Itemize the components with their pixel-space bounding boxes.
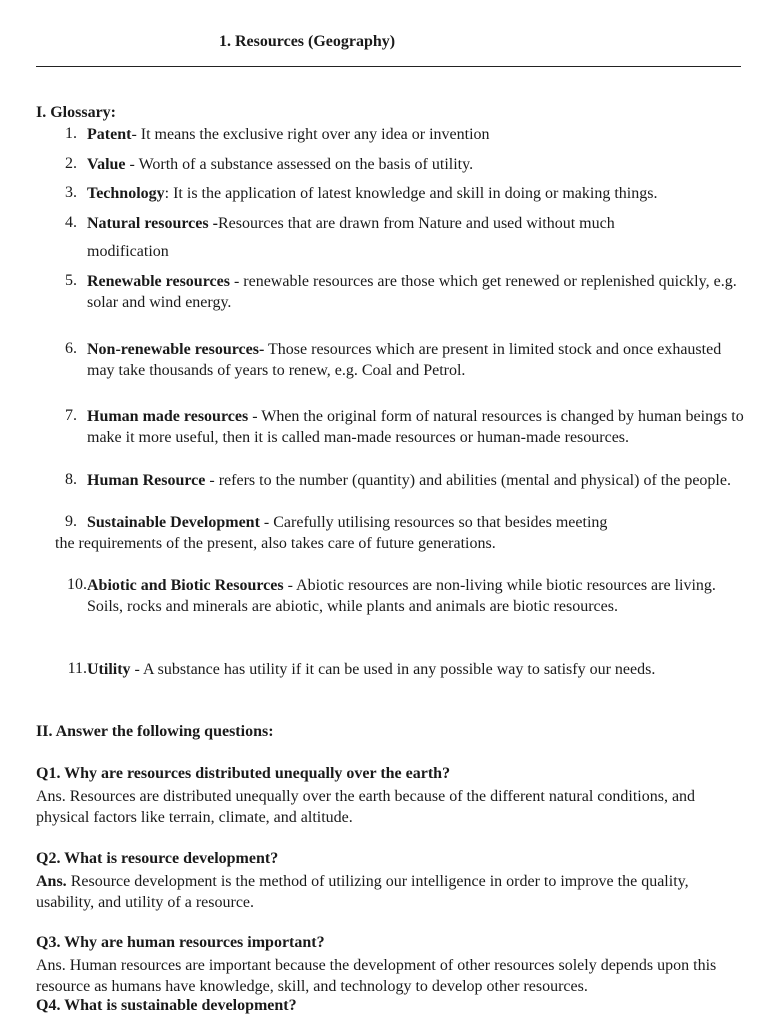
glossary-item-number: 7.	[65, 407, 77, 424]
glossary-term: Human made resources	[87, 408, 249, 425]
glossary-definition: - A substance has utility if it can be used in any possible way to satisfy our needs.	[130, 661, 656, 678]
glossary-item	[87, 183, 751, 204]
answer-text: Ans. Human resources are important because the development of other resources solely depends upon this resource as humans have knowledge, skill, and technology to develop other resources.	[36, 957, 717, 995]
glossary-definition-continued: the requirements of the present, also takes care of future generations.	[55, 535, 496, 552]
questions-heading: II. Answer the following questions:	[36, 723, 274, 740]
title-divider	[36, 66, 741, 67]
glossary-definition: - renewable resources are those which get renewed or replenished quickly, e.g. solar and wind energy.	[87, 273, 737, 311]
glossary-item	[87, 575, 737, 617]
question: Q2. What is resource development?	[36, 850, 279, 867]
glossary-heading: I. Glossary:	[36, 104, 116, 121]
glossary-term: Renewable resources	[87, 273, 230, 290]
glossary-item-number: 5.	[65, 272, 77, 289]
glossary-term: Utility	[87, 661, 131, 678]
glossary-item-number: 8.	[65, 471, 77, 488]
glossary-item	[87, 659, 751, 680]
answer	[36, 871, 746, 913]
glossary-definition: Those resources which are present in limited stock and once exhausted may take thousands of years to renew, e.g. Coal and Petrol.	[87, 341, 722, 379]
glossary-item	[87, 213, 751, 234]
question: Q3. Why are human resources important?	[36, 934, 325, 951]
glossary-definition: - Worth of a substance assessed on the basis of utility.	[125, 156, 474, 173]
glossary-term: Abiotic and Biotic Resources	[87, 577, 284, 594]
glossary-definition-continued: modification	[87, 243, 169, 260]
glossary-definition: - Carefully utilising resources so that besides meeting	[259, 514, 608, 531]
glossary-definition: - It means the exclusive right over any idea or invention	[131, 126, 490, 143]
glossary-term: Human Resource	[87, 472, 206, 489]
answer	[36, 955, 736, 997]
glossary-item	[87, 154, 751, 175]
glossary-item-number: 11.	[67, 660, 87, 677]
glossary-item	[87, 124, 751, 145]
glossary-item	[87, 339, 737, 381]
glossary-item-number: 6.	[65, 340, 77, 357]
glossary-item-number: 2.	[65, 155, 77, 172]
glossary-term: Technology	[87, 185, 165, 202]
answer-label: Ans.	[36, 873, 67, 890]
glossary-definition: : It is the application of latest knowledge and skill in doing or making things.	[164, 185, 658, 202]
answer-text: Resource development is the method of utilizing our intelligence in order to improve the quality, usability, and utility of a resource.	[36, 873, 689, 911]
glossary-item	[87, 470, 737, 491]
question: Q4. What is sustainable development?	[36, 997, 297, 1014]
glossary-term: Sustainable Development	[87, 514, 260, 531]
question: Q1. Why are resources distributed unequally over the earth?	[36, 765, 451, 782]
glossary-item-number: 4.	[65, 214, 77, 231]
glossary-item	[87, 512, 751, 533]
glossary-item-number: 1.	[65, 125, 77, 142]
answer-text: Ans. Resources are distributed unequally over the earth because of the different natural conditions, and physical factors like terrain, climate, and altitude.	[36, 788, 696, 826]
glossary-term: Patent	[87, 126, 132, 143]
glossary-definition: - refers to the number (quantity) and abilities (mental and physical) of the people.	[205, 472, 731, 489]
glossary-item	[87, 271, 737, 313]
answer	[36, 786, 746, 828]
page-title: 1. Resources (Geography)	[219, 33, 396, 50]
glossary-item-number: 9.	[65, 513, 77, 530]
glossary-definition: - Abiotic resources are non-living while biotic resources are living. Soils, rocks and minerals are abiotic, while plants and animals are biotic resources.	[87, 577, 716, 615]
glossary-definition: Resources that are drawn from Nature and used without much	[217, 215, 615, 232]
glossary-term: Non-renewable resources-	[87, 341, 265, 358]
glossary-term: Natural resources -	[87, 215, 218, 232]
glossary-term: Value	[87, 156, 126, 173]
glossary-item	[87, 406, 751, 448]
glossary-definition: - When the original form of natural resources is changed by human beings to make it more useful, then it is called man-made resources or human-made resources.	[87, 408, 744, 446]
glossary-item-number: 3.	[65, 184, 77, 201]
glossary-item-number: 10.	[67, 576, 87, 593]
